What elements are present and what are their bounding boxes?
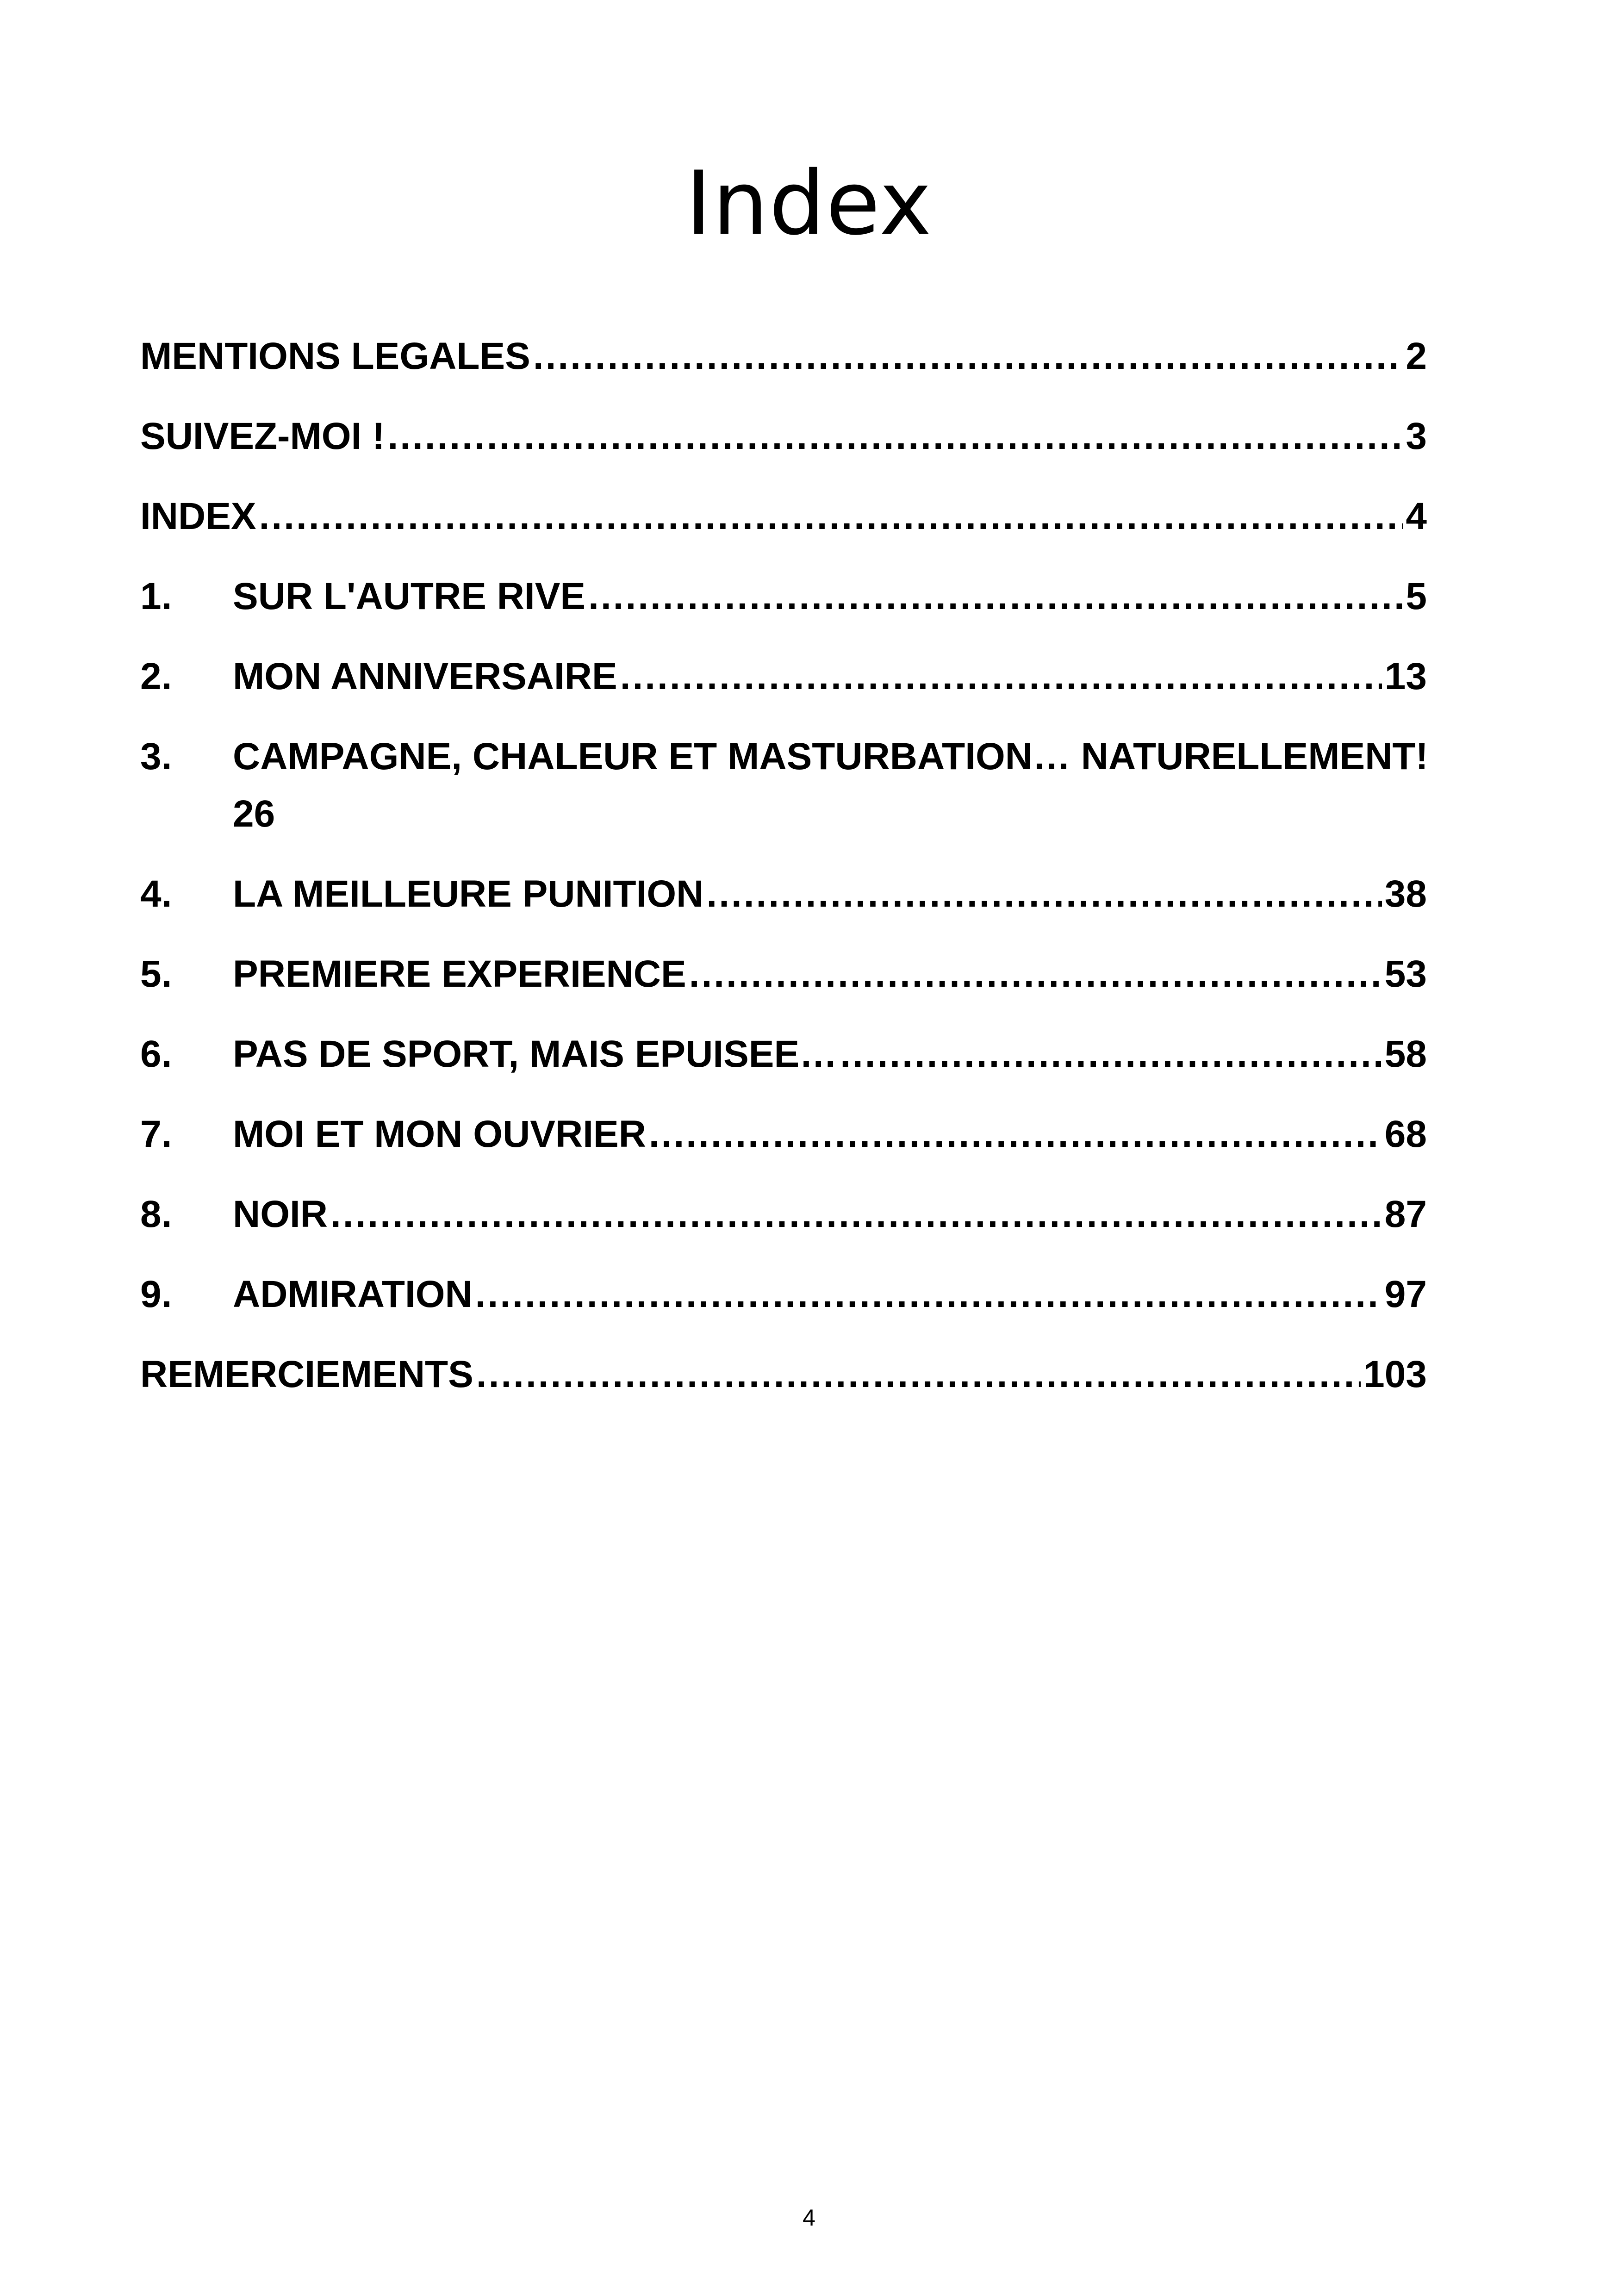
toc-entry-number: 2. (140, 655, 172, 697)
dot-leader (689, 951, 1382, 997)
toc-entry-number: 8. (140, 1193, 172, 1235)
toc-entry-number: 7. (140, 1113, 172, 1155)
toc-entry-page: 58 (1384, 1033, 1427, 1075)
toc-entry-page: 53 (1384, 953, 1427, 995)
toc-entry-label: PREMIERE EXPERIENCE (233, 953, 686, 995)
toc-entry-chapter-4[interactable] (140, 871, 1427, 951)
toc-entry-chapter-7[interactable] (140, 1111, 1427, 1191)
toc-entry-remerciements[interactable] (140, 1351, 1427, 1431)
toc-entry-chapter-8[interactable] (140, 1191, 1427, 1271)
toc-entry-chapter-2[interactable] (140, 653, 1427, 734)
toc-entry-indent (140, 791, 233, 848)
dot-leader (476, 1351, 1361, 1398)
table-of-contents (140, 333, 1427, 1431)
page-title: Index (685, 152, 933, 255)
toc-entry-mentions-legales[interactable] (140, 333, 1427, 413)
toc-entry-label: SUR L'AUTRE RIVE (233, 575, 586, 617)
toc-entry-label: SUIVEZ-MOI ! (140, 415, 385, 457)
toc-entry-page: 97 (1384, 1273, 1427, 1315)
toc-entry-label: ADMIRATION (233, 1273, 473, 1315)
toc-entry-chapter-3[interactable] (140, 734, 1427, 871)
toc-entry-label: REMERCIEMENTS (140, 1353, 473, 1395)
toc-entry-page: 2 (1406, 335, 1427, 377)
toc-entry-label: INDEX (140, 495, 256, 537)
dot-leader (620, 653, 1382, 700)
toc-entry-page: 13 (1384, 655, 1427, 697)
toc-entry-suivez-moi[interactable] (140, 413, 1427, 493)
toc-entry-index[interactable] (140, 493, 1427, 573)
toc-entry-label: MENTIONS LEGALES (140, 335, 530, 377)
page-number: 4 (803, 2205, 815, 2231)
toc-entry-label: PAS DE SPORT, MAIS EPUISEE… (233, 1033, 838, 1075)
dot-leader (588, 573, 1403, 620)
dot-leader (330, 1191, 1382, 1238)
toc-entry-label: MON ANNIVERSAIRE (233, 655, 617, 697)
toc-entry-number: 3. (140, 735, 172, 778)
toc-entry-chapter-9[interactable] (140, 1271, 1427, 1351)
toc-entry-number: 4. (140, 873, 172, 915)
toc-entry-number: 5. (140, 953, 172, 995)
dot-leader (475, 1271, 1382, 1318)
toc-entry-page: 68 (1384, 1113, 1427, 1155)
toc-entry-page: 4 (1406, 495, 1427, 537)
toc-entry-page: 103 (1363, 1353, 1427, 1395)
toc-entry-page: 38 (1384, 873, 1427, 915)
toc-entry-number: 9. (140, 1273, 172, 1315)
toc-entry-page: 5 (1406, 575, 1427, 617)
toc-entry-page: 87 (1384, 1193, 1427, 1235)
toc-entry-chapter-5[interactable] (140, 951, 1427, 1031)
toc-entry-label: MOI ET MON OUVRIER (233, 1113, 646, 1155)
toc-entry-page: 26 (233, 793, 275, 835)
dot-leader (706, 871, 1382, 917)
toc-entry-chapter-6[interactable] (140, 1031, 1427, 1111)
dot-leader (649, 1111, 1382, 1157)
dot-leader (387, 413, 1403, 460)
dot-leader (840, 1031, 1382, 1077)
dot-leader (533, 333, 1403, 380)
toc-entry-label: NOIR (233, 1193, 328, 1235)
toc-entry-number: 6. (140, 1033, 172, 1075)
toc-entry-label: CAMPAGNE, CHALEUR ET MASTURBATION… NATURELLEMENT! (233, 735, 1428, 778)
dot-leader (259, 493, 1403, 540)
toc-entry-page: 3 (1406, 415, 1427, 457)
toc-entry-chapter-1[interactable] (140, 573, 1427, 653)
toc-entry-label: LA MEILLEURE PUNITION (233, 873, 704, 915)
toc-entry-number: 1. (140, 575, 172, 617)
